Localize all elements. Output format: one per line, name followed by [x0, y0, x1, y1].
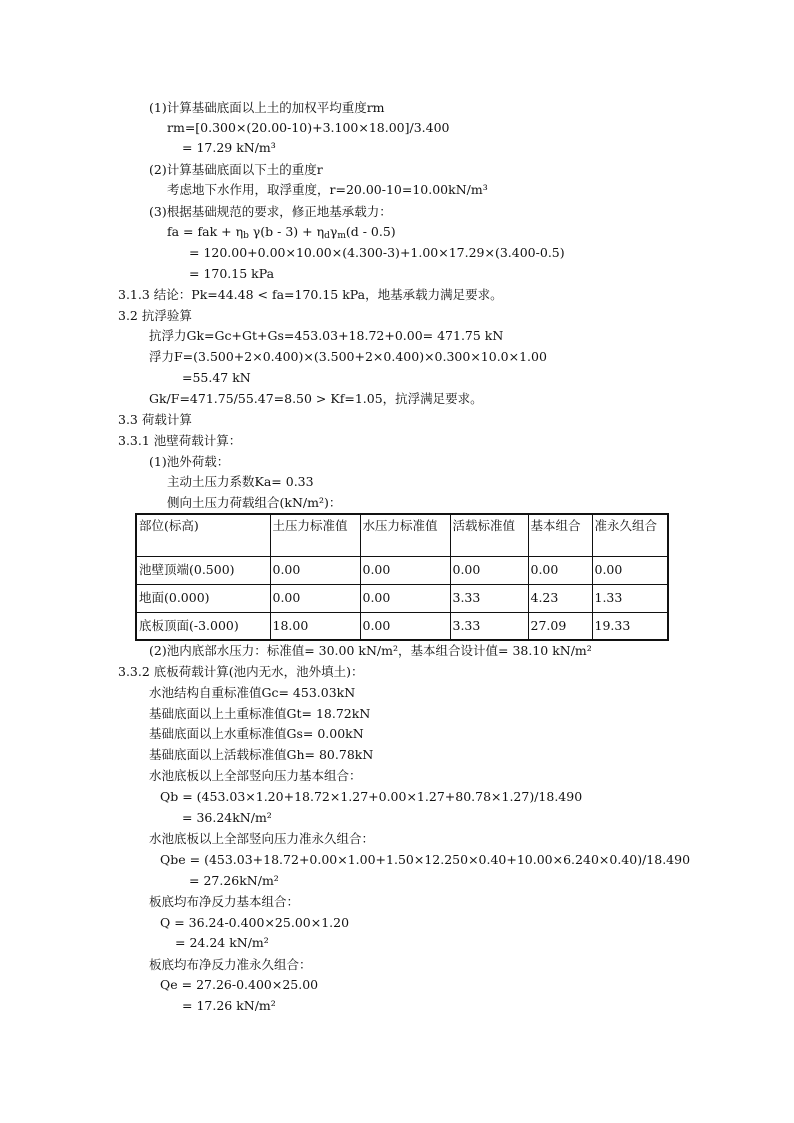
formula-line: = 27.26kN/m² [189, 873, 279, 888]
text-line: 考虑地下水作用，取浮重度，r=20.00-10=10.00kN/m³ [167, 182, 488, 197]
section-heading: 3.2 抗浮验算 [118, 308, 192, 323]
table-header-cell: 基本组合 [528, 514, 592, 556]
formula-line: = 120.00+0.00×10.00×(4.300-3)+1.00×17.29×(3.400-0.5) [189, 245, 565, 260]
text-line: 侧向土压力荷载组合(kN/m²)： [167, 495, 342, 510]
table-cell: 底板顶面(-3.000) [136, 612, 270, 640]
formula-line: Qbe = (453.03+18.72+0.00×1.00+1.50×12.250×0.40+10.00×6.240×0.40)/18.490 [160, 852, 691, 867]
table-cell: 0.00 [360, 584, 450, 612]
section-heading: 3.3 荷载计算 [118, 412, 192, 427]
table-cell: 0.00 [528, 556, 592, 584]
formula-part: (d - 0.5) [345, 224, 396, 239]
table-cell: 0.00 [270, 584, 360, 612]
text-line: 基础底面以上土重标准值Gt= 18.72kN [149, 706, 371, 721]
formula-part: γ [329, 224, 338, 239]
table-header-cell: 土压力标准值 [270, 514, 360, 556]
table-cell: 0.00 [450, 556, 528, 584]
table-header-cell: 准永久组合 [592, 514, 668, 556]
table-header-cell: 水压力标准值 [360, 514, 450, 556]
text-line: (2)池内底部水压力：标准值= 30.00 kN/m²，基本组合设计值= 38.10 kN/m² [149, 643, 592, 658]
formula-line: = 170.15 kPa [189, 266, 275, 281]
text-line: 基础底面以上活载标准值Gh= 80.78kN [149, 747, 374, 762]
lateral-pressure-table [135, 513, 669, 641]
table-row [136, 584, 668, 612]
text-line: 水池底板以上全部竖向压力基本组合： [149, 768, 362, 783]
formula-line: =55.47 kN [182, 370, 251, 385]
table-row [136, 612, 668, 640]
table-cell: 0.00 [360, 612, 450, 640]
formula-line: 浮力F=(3.500+2×0.400)×(3.500+2×0.400)×0.300×10.0×1.00 [149, 349, 547, 364]
formula-line: = 17.29 kN/m³ [182, 140, 276, 155]
formula-line: Qe = 27.26-0.400×25.00 [160, 977, 319, 992]
text-line: 基础底面以上水重标准值Gs= 0.00kN [149, 726, 364, 741]
table-header-cell: 部位(标高) [136, 514, 270, 556]
table-cell: 4.23 [528, 584, 592, 612]
subscript: d [324, 231, 330, 241]
table-cell: 0.00 [360, 556, 450, 584]
text-line: 板底均布净反力准永久组合： [149, 957, 312, 972]
text-line: 水池结构自重标准值Gc= 453.03kN [149, 685, 356, 700]
formula-part: fa = fak + η [167, 224, 244, 239]
table-header-row [136, 514, 668, 556]
formula-line: Q = 36.24-0.400×25.00×1.20 [160, 915, 350, 930]
text-line: 主动土压力系数Ka= 0.33 [167, 474, 314, 489]
table-row [136, 556, 668, 584]
table-cell: 地面(0.000) [136, 584, 270, 612]
section-line: 3.1.3 结论：Pk=44.48 < fa=170.15 kPa，地基承载力满足要求。 [118, 287, 503, 302]
table-cell: 3.33 [450, 612, 528, 640]
table-cell: 0.00 [270, 556, 360, 584]
section-heading: 3.3.1 池壁荷载计算： [118, 433, 242, 448]
formula-line [167, 224, 396, 244]
subscript: m [337, 231, 346, 241]
text-line: (1)池外荷载： [149, 454, 230, 469]
text-line: Gk/F=471.75/55.47=8.50 > Kf=1.05，抗浮满足要求。 [149, 391, 483, 406]
section-heading: 3.3.2 底板荷载计算(池内无水，池外填土)： [118, 664, 364, 679]
text-line: (1)计算基础底面以上土的加权平均重度rm [149, 100, 385, 115]
table-cell: 池壁顶端(0.500) [136, 556, 270, 584]
table-header-cell: 活载标准值 [450, 514, 528, 556]
formula-line: = 17.26 kN/m² [182, 998, 276, 1013]
table-cell: 3.33 [450, 584, 528, 612]
table-cell: 0.00 [592, 556, 668, 584]
text-line: 板底均布净反力基本组合： [149, 894, 300, 909]
formula-line: = 24.24 kN/m² [175, 935, 269, 950]
formula-part: γ(b - 3) + η [248, 224, 325, 239]
formula-line: = 36.24kN/m² [182, 810, 272, 825]
formula-line: 抗浮力Gk=Gc+Gt+Gs=453.03+18.72+0.00= 471.75 kN [149, 328, 504, 343]
text-line: 水池底板以上全部竖向压力准永久组合： [149, 831, 375, 846]
text-line: (3)根据基础规范的要求，修正地基承载力： [149, 204, 392, 219]
formula-line: Qb = (453.03×1.20+18.72×1.27+0.00×1.27+80.78×1.27)/18.490 [160, 789, 583, 804]
subscript: b [243, 231, 249, 241]
table-cell: 27.09 [528, 612, 592, 640]
table-cell: 18.00 [270, 612, 360, 640]
table-cell: 19.33 [592, 612, 668, 640]
formula-line: rm=[0.300×(20.00-10)+3.100×18.00]/3.400 [167, 120, 450, 135]
table-cell: 1.33 [592, 584, 668, 612]
text-line: (2)计算基础底面以下土的重度r [149, 162, 323, 177]
